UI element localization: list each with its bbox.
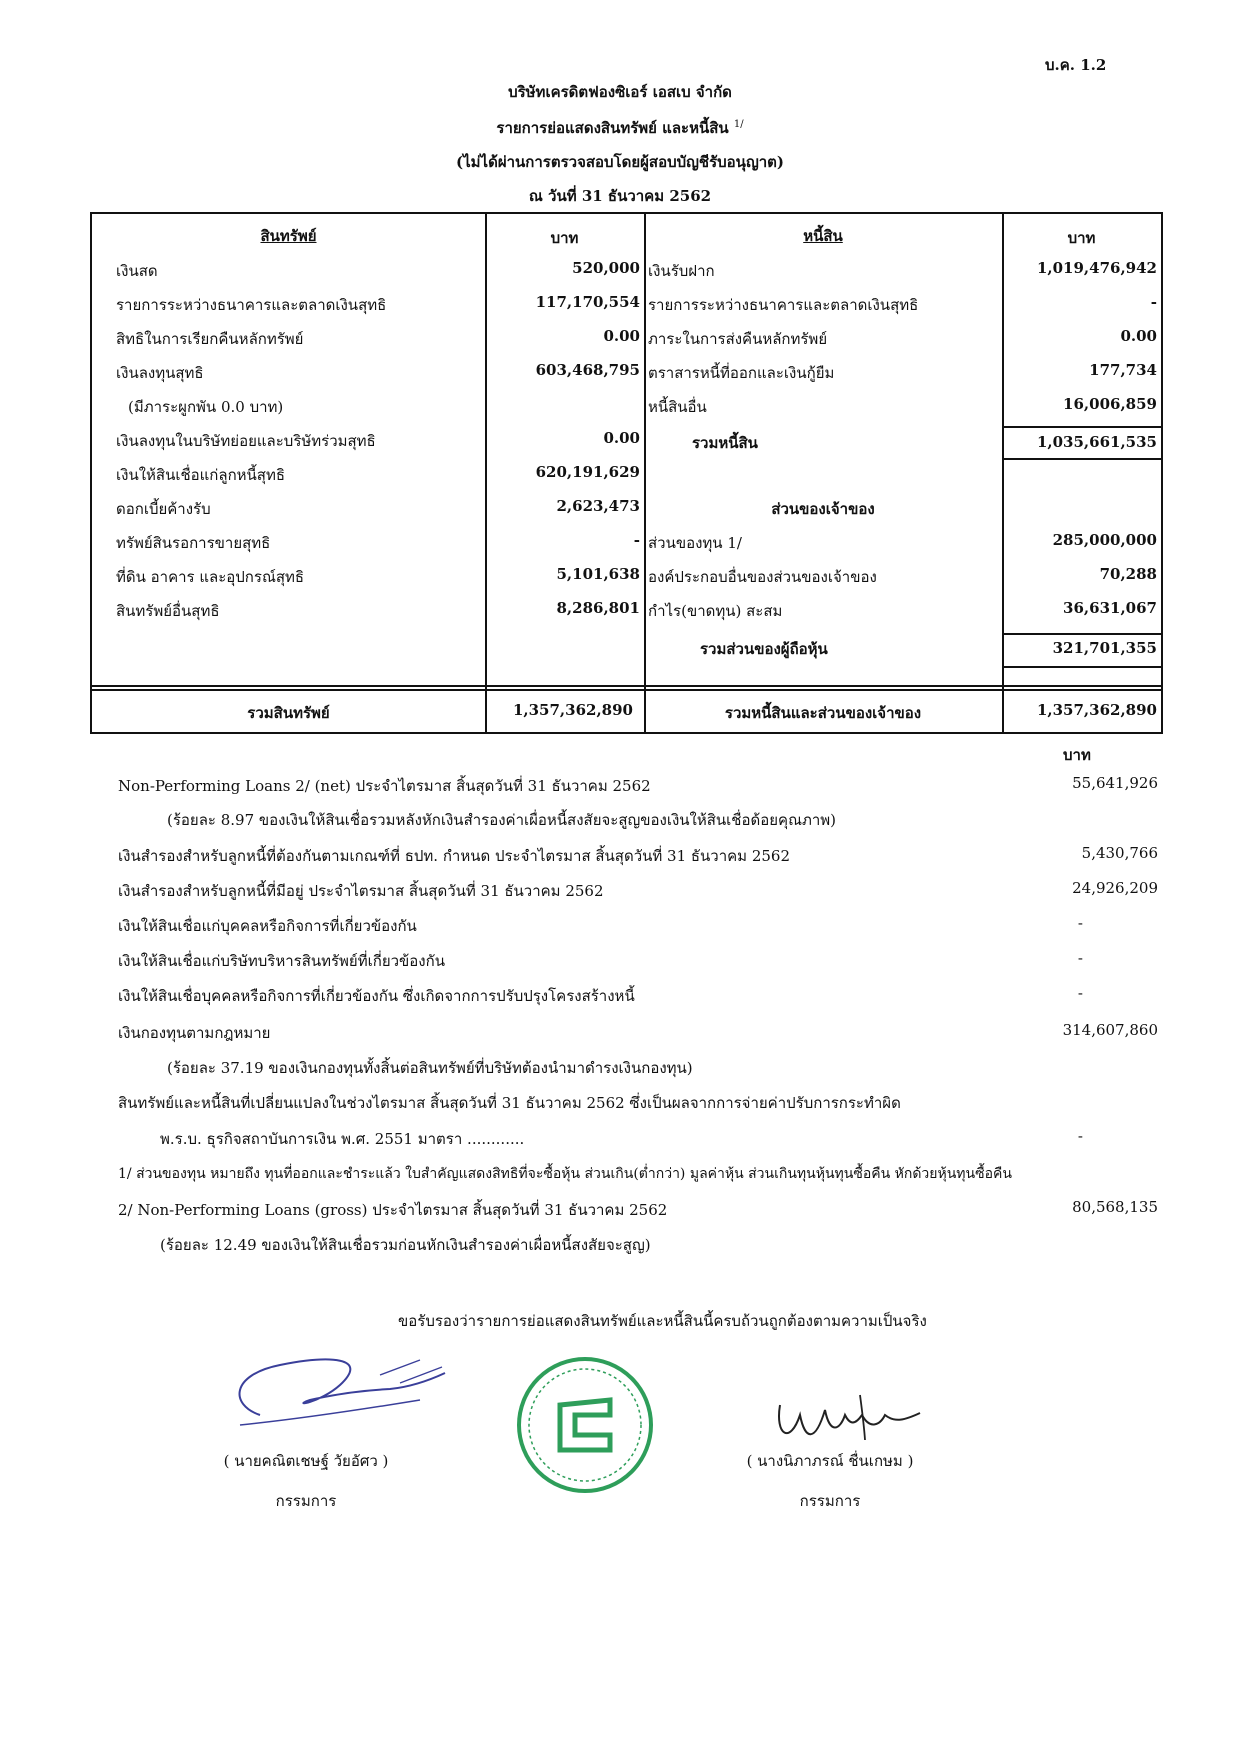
- asset-value: -: [633, 531, 640, 549]
- asset-value: 0.00: [603, 429, 640, 447]
- liabilities-unit-header: บาท: [1067, 229, 1096, 247]
- asset-value: 520,000: [572, 259, 640, 277]
- asset-label: สิทธิในการเรียกคืนหลักทรัพย์: [116, 330, 304, 348]
- report-subtitle: (ไม่ได้ผ่านการตรวจสอบโดยผู้สอบบัญชีรับอนุญาต): [456, 153, 784, 171]
- equity-value: 70,288: [1099, 565, 1157, 583]
- note-value: 5,430,766: [1081, 844, 1158, 862]
- equity-value: 36,631,067: [1063, 599, 1157, 617]
- notes-unit: บาท: [1063, 746, 1091, 764]
- total-equity-value: 321,701,355: [1052, 639, 1157, 657]
- asset-label: (มีภาระผูกพัน 0.0 บาท): [128, 398, 284, 416]
- signature-right: [770, 1385, 930, 1455]
- footnote-2: 2/ Non-Performing Loans (gross) ประจำไตรมาส สิ้นสุดวันที่ 31 ธันวาคม 2562: [118, 1201, 668, 1219]
- company-name: บริษัทเครดิตฟองซิเอร์ เอสเบ จำกัด: [508, 83, 732, 101]
- note-value: -: [1077, 949, 1083, 967]
- asset-label: เงินให้สินเชื่อแก่ลูกหนี้สุทธิ: [116, 466, 286, 484]
- total-equity-label: รวมส่วนของผู้ถือหุ้น: [700, 640, 828, 658]
- total-liabilities-label: รวมหนี้สิน: [692, 434, 758, 452]
- liability-label: ภาระในการส่งคืนหลักทรัพย์: [648, 330, 828, 348]
- equity-label: กำไร(ขาดทุน) สะสม: [648, 602, 783, 620]
- report-title-text: รายการย่อแสดงสินทรัพย์ และหนี้สิน: [496, 119, 729, 137]
- asset-label: ดอกเบี้ยค้างรับ: [116, 500, 211, 518]
- signatory-name-right: ( นางนิภาภรณ์ ชื่นเกษม ): [746, 1452, 914, 1470]
- equity-label: องค์ประกอบอื่นของส่วนของเจ้าของ: [648, 568, 877, 586]
- liability-value: -: [1150, 293, 1157, 311]
- note-line: เงินให้สินเชื่อแก่บุคคลหรือกิจการที่เกี่ยวข้องกัน: [118, 917, 417, 935]
- company-seal-icon: [515, 1355, 655, 1495]
- liability-label: ตราสารหนี้ที่ออกและเงินกู้ยืม: [648, 364, 835, 382]
- liability-value: 177,734: [1089, 361, 1157, 379]
- asset-label: สินทรัพย์อื่นสุทธิ: [116, 602, 220, 620]
- total-liab-equity-label: รวมหนี้สินและส่วนของเจ้าของ: [724, 704, 922, 722]
- note-line: (ร้อยละ 12.49 ของเงินให้สินเชื่อรวมก่อนหักเงินสำรองค่าเผื่อหนี้สงสัยจะสูญ): [160, 1236, 651, 1254]
- liabilities-header: หนี้สิน: [803, 227, 843, 245]
- signature-left: [220, 1345, 450, 1445]
- asset-value: 2,623,473: [556, 497, 640, 515]
- footnote-1: 1/ ส่วนของทุน หมายถึง ทุนที่ออกและชำระแล้ว ใบสำคัญแสดงสิทธิที่จะซื้อหุ้น ส่วนเกิน(ต่ำกว่า) มูลค่าหุ้น ส่วนเกินทุนหุ้นทุนซื้อคืน หักด้วยหุ้นทุนซื้อคืน: [118, 1166, 1012, 1182]
- assets-header: สินทรัพย์: [260, 227, 317, 245]
- asset-label: เงินสด: [116, 262, 158, 280]
- report-title: [420, 116, 820, 140]
- note-line: Non-Performing Loans 2/ (net) ประจำไตรมาส สิ้นสุดวันที่ 31 ธันวาคม 2562: [118, 777, 651, 795]
- note-line: (ร้อยละ 8.97 ของเงินให้สินเชื่อรวมหลังหักเงินสำรองค่าเผื่อหนี้สงสัยจะสูญของเงินให้สินเชื่อด้อยคุณภาพ): [167, 811, 837, 829]
- total-liab-equity-value: 1,357,362,890: [1036, 701, 1157, 719]
- asset-label: ทรัพย์สินรอการขายสุทธิ: [116, 534, 271, 552]
- liability-label: รายการระหว่างธนาคารและตลาดเงินสุทธิ: [648, 296, 919, 314]
- asset-value: 117,170,554: [535, 293, 640, 311]
- asset-label: รายการระหว่างธนาคารและตลาดเงินสุทธิ: [116, 296, 387, 314]
- signatory-name-left: ( นายคณิตเชษฐ์ วัยอัศว ): [223, 1452, 389, 1470]
- document-code: บ.ค. 1.2: [1045, 56, 1107, 74]
- note-line: สินทรัพย์และหนี้สินที่เปลี่ยนแปลงในช่วงไตรมาส สิ้นสุดวันที่ 31 ธันวาคม 2562 ซึ่งเป็นผลจากการจ่ายค่าปรับการกระทำผิด: [118, 1094, 901, 1112]
- equity-label: ส่วนของทุน 1/: [648, 534, 742, 552]
- asset-value: 603,468,795: [535, 361, 640, 379]
- note-line: พ.ร.บ. ธุรกิจสถาบันการเงิน พ.ศ. 2551 มาตรา ............: [160, 1130, 525, 1148]
- report-date: ณ วันที่ 31 ธันวาคม 2562: [528, 187, 712, 205]
- note-line: เงินสำรองสำหรับลูกหนี้ที่มีอยู่ ประจำไตรมาส สิ้นสุดวันที่ 31 ธันวาคม 2562: [118, 882, 604, 900]
- note-value: 80,568,135: [1072, 1198, 1158, 1216]
- liability-value: 0.00: [1120, 327, 1157, 345]
- signatory-title-left: กรรมการ: [275, 1492, 337, 1510]
- liability-value: 16,006,859: [1063, 395, 1157, 413]
- asset-value: 8,286,801: [556, 599, 640, 617]
- certification-text: ขอรับรองว่ารายการย่อแสดงสินทรัพย์และหนี้สินนี้ครบถ้วนถูกต้องตามความเป็นจริง: [398, 1312, 927, 1330]
- liability-label: เงินรับฝาก: [648, 262, 715, 280]
- report-title-note: 1/: [733, 119, 744, 130]
- asset-label: เงินลงทุนสุทธิ: [116, 364, 204, 382]
- note-line: เงินให้สินเชื่อบุคคลหรือกิจการที่เกี่ยวข้องกัน ซึ่งเกิดจากการปรับปรุงโครงสร้างหนี้: [118, 987, 635, 1005]
- total-liabilities-value: 1,035,661,535: [1036, 433, 1157, 451]
- note-line: (ร้อยละ 37.19 ของเงินกองทุนทั้งสิ้นต่อสินทรัพย์ที่บริษัทต้องนำมาดำรงเงินกองทุน): [167, 1059, 693, 1077]
- assets-unit-header: บาท: [550, 229, 579, 247]
- note-line: เงินให้สินเชื่อแก่บริษัทบริหารสินทรัพย์ที่เกี่ยวข้องกัน: [118, 952, 445, 970]
- equity-header: ส่วนของเจ้าของ: [771, 500, 875, 518]
- note-line: เงินสำรองสำหรับลูกหนี้ที่ต้องกันตามเกณฑ์ที่ ธปท. กำหนด ประจำไตรมาส สิ้นสุดวันที่ 31 ธันวาคม 2562: [118, 847, 791, 865]
- note-value: 314,607,860: [1062, 1021, 1158, 1039]
- asset-label: เงินลงทุนในบริษัทย่อยและบริษัทร่วมสุทธิ: [116, 432, 376, 450]
- asset-label: ที่ดิน อาคาร และอุปกรณ์สุทธิ: [116, 568, 305, 586]
- asset-value: 5,101,638: [556, 565, 640, 583]
- note-value: 55,641,926: [1072, 774, 1158, 792]
- asset-value: 620,191,629: [535, 463, 640, 481]
- note-value: -: [1077, 914, 1083, 932]
- equity-value: 285,000,000: [1052, 531, 1157, 549]
- note-value: -: [1077, 1127, 1083, 1145]
- liability-label: หนี้สินอื่น: [648, 398, 707, 416]
- note-value: 24,926,209: [1072, 879, 1158, 897]
- note-value: -: [1077, 984, 1083, 1002]
- signatory-title-right: กรรมการ: [799, 1492, 861, 1510]
- total-assets-value: 1,357,362,890: [512, 701, 633, 719]
- liability-value: 1,019,476,942: [1036, 259, 1157, 277]
- total-assets-label: รวมสินทรัพย์: [247, 704, 330, 722]
- note-line: เงินกองทุนตามกฎหมาย: [118, 1024, 271, 1042]
- balance-sheet-table: [90, 212, 1163, 734]
- asset-value: 0.00: [603, 327, 640, 345]
